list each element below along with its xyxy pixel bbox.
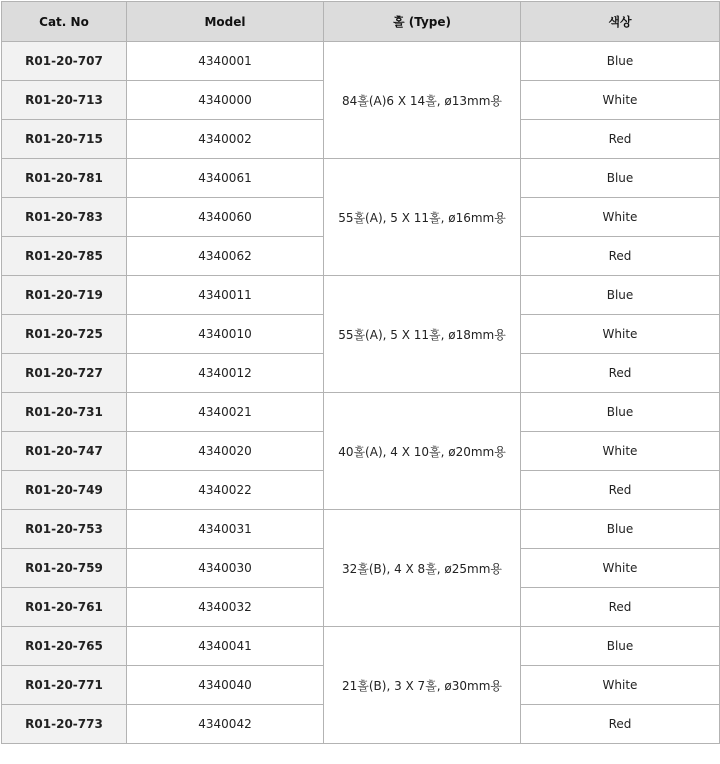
color-cell: Blue bbox=[521, 393, 720, 432]
color-cell: Blue bbox=[521, 159, 720, 198]
cat-no-cell: R01-20-765 bbox=[2, 627, 127, 666]
cat-no-cell: R01-20-707 bbox=[2, 42, 127, 81]
color-cell: Red bbox=[521, 354, 720, 393]
cat-no-cell: R01-20-783 bbox=[2, 198, 127, 237]
color-cell: Blue bbox=[521, 510, 720, 549]
color-cell: Red bbox=[521, 471, 720, 510]
model-cell: 4340032 bbox=[127, 588, 324, 627]
color-cell: Blue bbox=[521, 627, 720, 666]
cat-no-cell: R01-20-715 bbox=[2, 120, 127, 159]
header-row bbox=[2, 2, 720, 42]
model-cell: 4340040 bbox=[127, 666, 324, 705]
cat-no-cell: R01-20-719 bbox=[2, 276, 127, 315]
cat-no-cell: R01-20-727 bbox=[2, 354, 127, 393]
cat-no-cell: R01-20-773 bbox=[2, 705, 127, 744]
cat-no-cell: R01-20-725 bbox=[2, 315, 127, 354]
cat-no-cell: R01-20-781 bbox=[2, 159, 127, 198]
model-cell: 4340001 bbox=[127, 42, 324, 81]
table-row bbox=[2, 159, 720, 198]
color-cell: White bbox=[521, 549, 720, 588]
model-cell: 4340060 bbox=[127, 198, 324, 237]
table-row bbox=[2, 42, 720, 81]
model-cell: 4340021 bbox=[127, 393, 324, 432]
cat-no-cell: R01-20-753 bbox=[2, 510, 127, 549]
type-cell: 84홀(A)6 X 14홀, ø13mm용 bbox=[324, 42, 521, 159]
table-header bbox=[2, 2, 720, 42]
table-row bbox=[2, 393, 720, 432]
color-cell: Red bbox=[521, 705, 720, 744]
color-cell: Blue bbox=[521, 276, 720, 315]
cat-no-cell: R01-20-749 bbox=[2, 471, 127, 510]
cat-no-cell: R01-20-761 bbox=[2, 588, 127, 627]
table-row bbox=[2, 510, 720, 549]
model-cell: 4340012 bbox=[127, 354, 324, 393]
model-cell: 4340022 bbox=[127, 471, 324, 510]
type-cell: 40홀(A), 4 X 10홀, ø20mm용 bbox=[324, 393, 521, 510]
cat-no-cell: R01-20-759 bbox=[2, 549, 127, 588]
cat-no-cell: R01-20-731 bbox=[2, 393, 127, 432]
model-cell: 4340011 bbox=[127, 276, 324, 315]
model-cell: 4340061 bbox=[127, 159, 324, 198]
model-cell: 4340000 bbox=[127, 81, 324, 120]
model-cell: 4340062 bbox=[127, 237, 324, 276]
table-row bbox=[2, 627, 720, 666]
header-model: Model bbox=[127, 2, 324, 42]
model-cell: 4340020 bbox=[127, 432, 324, 471]
color-cell: White bbox=[521, 432, 720, 471]
table-row bbox=[2, 276, 720, 315]
cat-no-cell: R01-20-785 bbox=[2, 237, 127, 276]
color-cell: Blue bbox=[521, 42, 720, 81]
cat-no-cell: R01-20-771 bbox=[2, 666, 127, 705]
type-cell: 55홀(A), 5 X 11홀, ø18mm용 bbox=[324, 276, 521, 393]
type-cell: 32홀(B), 4 X 8홀, ø25mm용 bbox=[324, 510, 521, 627]
header-type: 홀 (Type) bbox=[324, 2, 521, 42]
color-cell: Red bbox=[521, 120, 720, 159]
header-cat-no: Cat. No bbox=[2, 2, 127, 42]
product-spec-table bbox=[1, 1, 720, 744]
color-cell: Red bbox=[521, 237, 720, 276]
color-cell: White bbox=[521, 81, 720, 120]
color-cell: Red bbox=[521, 588, 720, 627]
table-body bbox=[2, 42, 720, 744]
cat-no-cell: R01-20-747 bbox=[2, 432, 127, 471]
cat-no-cell: R01-20-713 bbox=[2, 81, 127, 120]
model-cell: 4340031 bbox=[127, 510, 324, 549]
header-color: 색상 bbox=[521, 2, 720, 42]
color-cell: White bbox=[521, 666, 720, 705]
model-cell: 4340041 bbox=[127, 627, 324, 666]
type-cell: 21홀(B), 3 X 7홀, ø30mm용 bbox=[324, 627, 521, 744]
color-cell: White bbox=[521, 198, 720, 237]
color-cell: White bbox=[521, 315, 720, 354]
model-cell: 4340030 bbox=[127, 549, 324, 588]
model-cell: 4340010 bbox=[127, 315, 324, 354]
model-cell: 4340002 bbox=[127, 120, 324, 159]
model-cell: 4340042 bbox=[127, 705, 324, 744]
type-cell: 55홀(A), 5 X 11홀, ø16mm용 bbox=[324, 159, 521, 276]
